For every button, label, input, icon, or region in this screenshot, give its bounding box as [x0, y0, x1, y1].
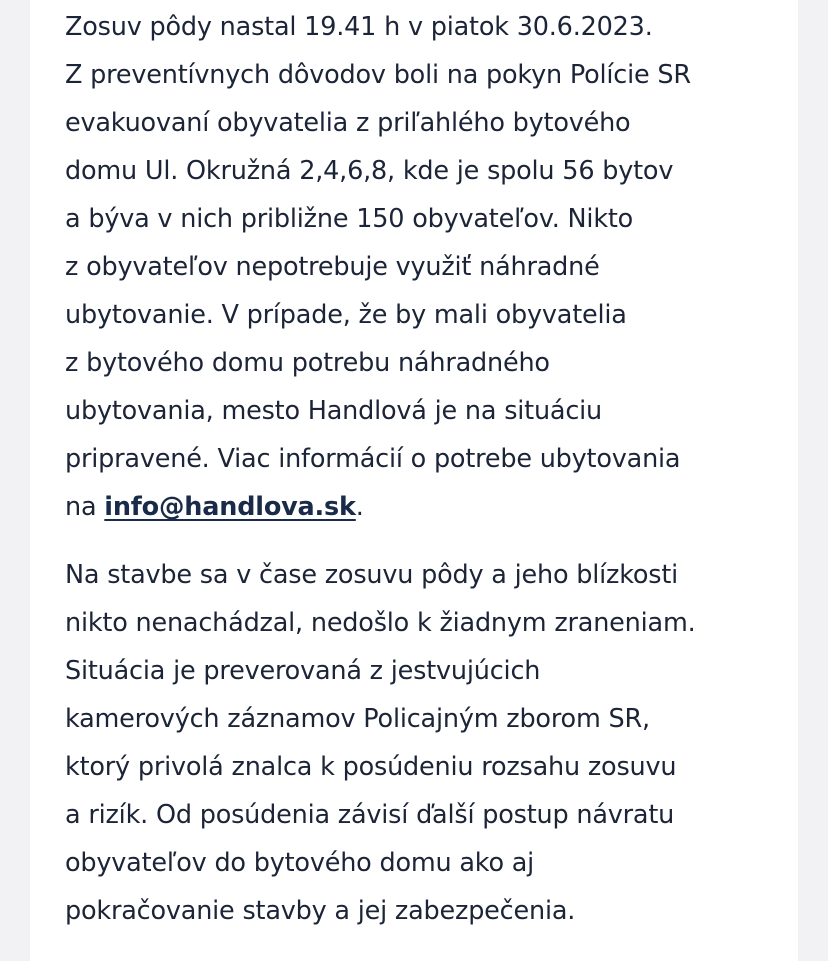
text-line: Na stavbe sa v čase zosuvu pôdy a jeho blízkosti: [65, 560, 679, 590]
text-line: nikto nenachádzal, nedošlo k žiadnym zraneniam.: [65, 608, 696, 638]
text-line: z bytového domu potrebu náhradného: [65, 348, 550, 378]
text-line: obyvateľov do bytového domu ako aj: [65, 848, 535, 878]
article-card: [30, 0, 798, 961]
email-prefix: na: [65, 492, 105, 522]
text-line: a býva v nich približne 150 obyvateľov. Nikto: [65, 204, 634, 234]
email-link[interactable]: info@handlova.sk: [104, 492, 356, 522]
text-line: ktorý privolá znalca k posúdeniu rozsahu zosuvu: [65, 752, 677, 782]
text-line: z obyvateľov nepotrebuje využiť náhradné: [65, 252, 600, 282]
text-line: domu Ul. Okružná 2,4,6,8, kde je spolu 56 bytov: [65, 156, 674, 186]
text-line: Situácia je preverovaná z jestvujúcich: [65, 656, 541, 686]
text-line: a rizík. Od posúdenia závisí ďalší postup návratu: [65, 800, 675, 830]
text-line: ubytovania, mesto Handlová je na situáciu: [65, 396, 603, 426]
text-line-email: [65, 490, 364, 524]
email-suffix: .: [355, 492, 364, 522]
text-line: evakuovaní obyvatelia z priľahlého bytového: [65, 108, 631, 138]
text-line: pokračovanie stavby a jej zabezpečenia.: [65, 896, 576, 926]
text-line: kamerových záznamov Policajným zborom SR,: [65, 704, 650, 734]
text-line: pripravené. Viac informácií o potrebe ubytovania: [65, 444, 681, 474]
text-line: Zosuv pôdy nastal 19.41 h v piatok 30.6.2023.: [65, 12, 653, 42]
text-line: ubytovanie. V prípade, že by mali obyvatelia: [65, 300, 627, 330]
text-line: Z preventívnych dôvodov boli na pokyn Polície SR: [65, 60, 691, 90]
